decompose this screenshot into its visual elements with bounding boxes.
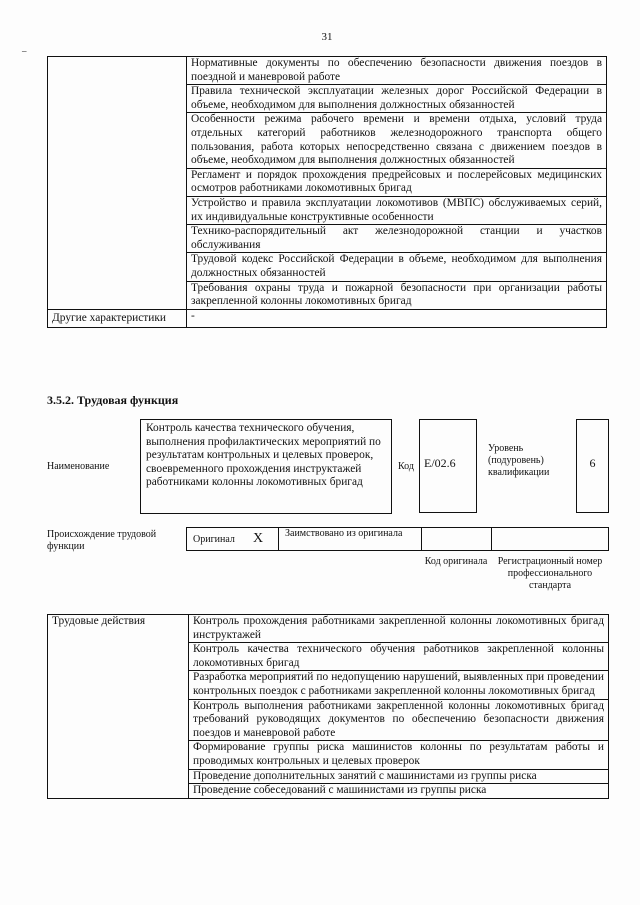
requirement-item: Правила технической эксплуатации железных дорог Российской Федерации в объеме, необходимом для выполнения должностных обязанностей: [187, 85, 607, 113]
requirement-item: Устройство и правила эксплуатации локомотивов (МВПС) обслуживаемых серий, их индивидуальные конструктивные особенности: [187, 196, 607, 224]
requirement-item: Трудовой кодекс Российской Федерации в объеме, необходимом для выполнения должностных обязанностей: [187, 253, 607, 281]
section-title: 3.5.2. Трудовая функция: [47, 393, 179, 407]
page-number: 31: [321, 31, 333, 43]
original-code-caption: Код оригинала: [424, 556, 488, 567]
labor-action-item: Проведение дополнительных занятий с машинистами из группы риска: [189, 769, 609, 784]
other-characteristics-label: Другие характеристики: [48, 309, 187, 328]
requirement-item: Нормативные документы по обеспечению безопасности движения поездов в поездной и маневровой работе: [187, 57, 607, 85]
qualification-level-box: 6: [576, 419, 609, 513]
labor-action-item: Контроль прохождения работниками закрепленной колонны локомотивных бригад инструктажей: [189, 615, 609, 643]
origin-row: [186, 527, 609, 551]
requirement-item: Особенности режима рабочего времени и времени отдыха, условий труда отдельных категорий работников железнодорожного транспорта общего пользования, работа которых непосредственно связана с движением поездов в объеме, необходимом для выполнения должностных обязанностей: [187, 113, 607, 168]
labor-actions-label: Трудовые действия: [48, 615, 189, 799]
origin-label: Происхождение трудовой функции: [47, 529, 157, 552]
original-cell: [187, 528, 279, 550]
original-mark: X: [253, 531, 264, 546]
other-characteristics-value: -: [187, 309, 607, 328]
name-label: Наименование: [47, 461, 110, 472]
labor-action-item: Контроль выполнения работниками закрепленной колонны локомотивных бригад требований руководящих документов по обеспечению безопасности движения поездов и маневровой работе: [189, 699, 609, 741]
requirements-label-cell: [48, 57, 187, 310]
labor-action-item: Контроль качества технического обучения работников закрепленной колонны локомотивных бригад: [189, 643, 609, 671]
registration-number-caption: Регистрационный номер профессионального стандарта: [497, 556, 603, 591]
requirement-item: Технико-распорядительный акт железнодорожной станции и участков обслуживания: [187, 225, 607, 253]
requirements-table: [47, 56, 607, 328]
function-name-box: Контроль качества технического обучения, выполнения профилактических мероприятий по результатам контрольных и целевых проверок, своевременного прохождения инструктажей работниками колонны локомотивных бригад: [140, 419, 392, 514]
function-code-box: Е/02.6: [419, 419, 477, 513]
labor-actions-table: [47, 614, 609, 799]
code-label: Код: [398, 461, 414, 472]
borrowed-cell: [279, 528, 422, 550]
labor-action-item: Формирование группы риска машинистов колонны по результатам работы и проводимых контрольных и целевых проверок: [189, 741, 609, 769]
borrowed-label: Заимствовано из оригинала: [285, 528, 403, 539]
registration-number-cell: [492, 528, 608, 550]
requirement-item: Требования охраны труда и пожарной безопасности при организации работы закрепленной колонны локомотивных бригад: [187, 281, 607, 309]
original-label: Оригинал: [193, 534, 235, 545]
labor-action-item: Разработка мероприятий по недопущению нарушений, выявленных при проведении контрольных поездок с работниками закрепленной колонны локомотивных бригад: [189, 671, 609, 699]
original-code-cell: [422, 528, 492, 550]
qualification-level-label: Уровень (подуровень) квалификации: [488, 443, 550, 478]
labor-action-item: Проведение собеседований с машинистами из группы риска: [189, 784, 609, 799]
requirement-item: Регламент и порядок прохождения предрейсовых и послерейсовых медицинских осмотров работниками локомотивных бригад: [187, 168, 607, 196]
margin-mark: –: [22, 46, 27, 56]
